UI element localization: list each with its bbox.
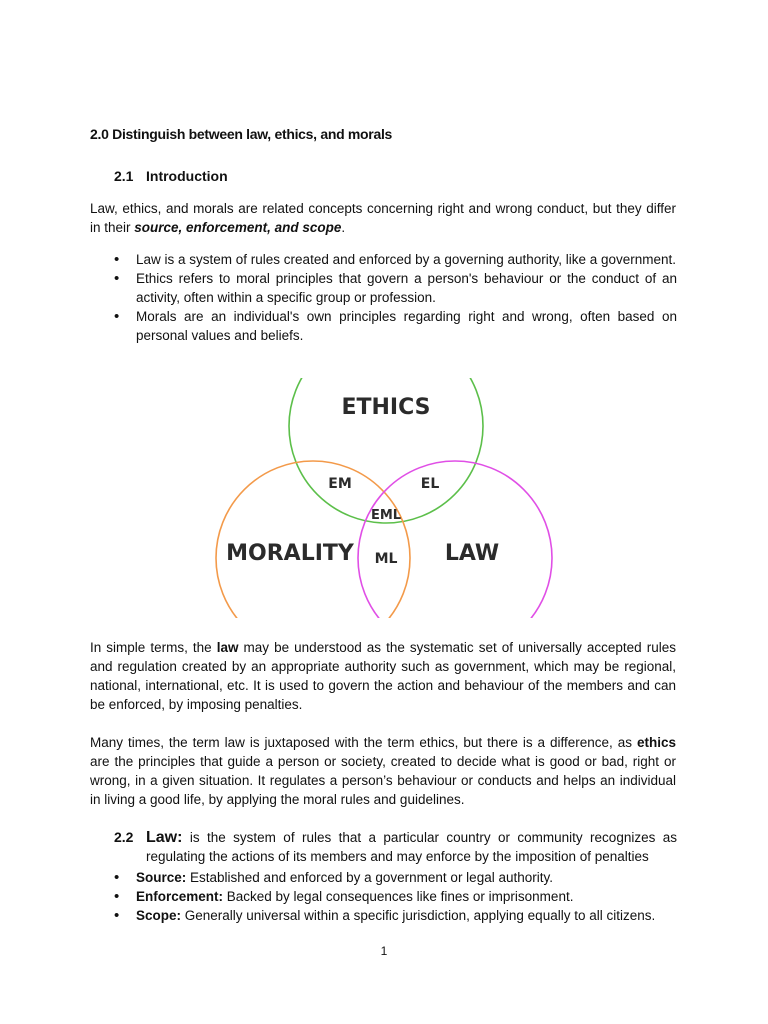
law-attribute-scope bbox=[114, 906, 677, 925]
ethics-comparison-paragraph bbox=[90, 733, 676, 809]
law-section-number: 2.2 bbox=[114, 829, 134, 845]
para2-text-end: are the principles that guide a person or society, created to decide what is good or bad, right or wrong, in a given situation. It regulates a person’s behaviour or conducts and helps an individual in living a good life, by applying the moral rules and guidelines. bbox=[90, 754, 676, 807]
intro-period: . bbox=[341, 220, 346, 235]
ml-label: ML bbox=[374, 551, 398, 567]
scope-label: Scope: bbox=[136, 908, 182, 923]
law-definition-line1: is the system of rules that a particular country or community recognizes as bbox=[189, 830, 677, 845]
scope-text: Generally universal within a specific jurisdiction, applying equally to all citizens. bbox=[181, 908, 656, 923]
source-label: Source: bbox=[136, 870, 187, 885]
page-number: 1 bbox=[380, 944, 388, 958]
para1-text-end: may be understood as the systematic set of universally accepted rules and regulation created by an appropriate authority such as government, which may be regional, national, international, etc. It is used to govern the action and behaviour of the members and can be enforced, by imposing penalties. bbox=[90, 640, 676, 712]
intro-bullet-list bbox=[114, 250, 677, 345]
ethics-label: ETHICS bbox=[341, 395, 431, 420]
morality-label: MORALITY bbox=[226, 541, 354, 566]
em-label: EM bbox=[328, 476, 352, 492]
para2-term-ethics: ethics bbox=[636, 735, 676, 750]
para1-text-start: In simple terms, the bbox=[90, 640, 217, 655]
morality-circle bbox=[216, 461, 410, 618]
intro-paragraph bbox=[90, 199, 676, 237]
subsection-title: Introduction bbox=[146, 168, 228, 184]
venn-diagram bbox=[200, 378, 570, 618]
law-attribute-source bbox=[114, 868, 677, 887]
enforcement-label: Enforcement: bbox=[136, 889, 224, 904]
bullet-law: • Law is a system of rules created and enforced by a governing authority, like a government. bbox=[114, 250, 677, 269]
eml-label: EML bbox=[370, 508, 402, 523]
law-section-heading bbox=[114, 828, 677, 866]
law-section-term: Law: bbox=[146, 829, 183, 846]
el-label: EL bbox=[420, 476, 440, 492]
enforcement-text: Backed by legal consequences like fines or imprisonment. bbox=[223, 889, 574, 904]
para1-term-law: law bbox=[216, 640, 239, 655]
intro-text: Law, ethics, and morals are related concepts concerning right and wrong conduct, but they differ in their bbox=[90, 201, 676, 235]
intro-emphasis: source, enforcement, and scope bbox=[134, 220, 342, 235]
law-attributes-list bbox=[114, 868, 677, 925]
bullet-ethics: • Ethics refers to moral principles that govern a person's behaviour or the conduct of an activity, often within a specific group or profession. bbox=[114, 269, 677, 307]
bullet-morals: • Morals are an individual's own principles regarding right and wrong, often based on personal values and beliefs. bbox=[114, 307, 677, 345]
law-label: LAW bbox=[444, 541, 500, 566]
law-circle bbox=[358, 461, 552, 618]
law-attribute-enforcement bbox=[114, 887, 677, 906]
subsection-number: 2.1 bbox=[114, 168, 134, 184]
law-definition-paragraph bbox=[90, 638, 676, 714]
para2-text-start: Many times, the term law is juxtaposed with the term ethics, but there is a difference, as bbox=[90, 735, 637, 750]
subsection-heading-introduction bbox=[114, 168, 228, 184]
law-definition-line2: regulating the actions of its members and may enforce by the imposition of penalties bbox=[146, 849, 649, 864]
law-heading-line1 bbox=[114, 828, 677, 847]
source-text: Established and enforced by a government or legal authority. bbox=[186, 870, 553, 885]
section-heading: 2.0 Distinguish between law, ethics, and morals bbox=[90, 126, 393, 142]
